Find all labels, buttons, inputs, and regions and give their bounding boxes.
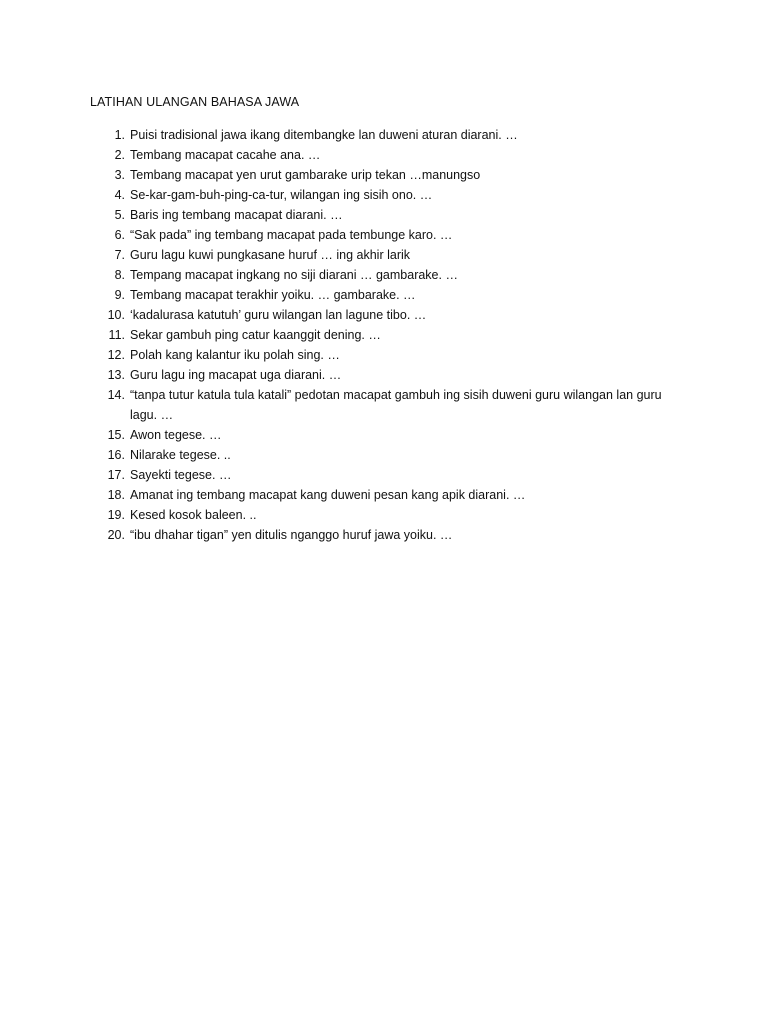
question-number: 8.: [114, 268, 125, 282]
question-text: Tempang macapat ingkang no siji diarani … gambarake. …: [130, 268, 458, 282]
question-item-15: [90, 425, 680, 445]
question-number: 17.: [107, 468, 125, 482]
question-item-8: [90, 265, 680, 285]
page-title: LATIHAN ULANGAN BAHASA JAWA: [90, 95, 300, 109]
question-text: “Sak pada” ing tembang macapat pada tembunge karo. …: [130, 228, 453, 242]
question-text: Sayekti tegese. …: [130, 468, 232, 482]
question-text: Tembang macapat cacahe ana. …: [130, 148, 321, 162]
question-item-19: [90, 505, 680, 525]
question-number: 5.: [114, 208, 125, 222]
question-item-14: [90, 385, 680, 425]
question-number: 13.: [107, 368, 125, 382]
question-item-5: [90, 205, 680, 225]
question-text: Tembang macapat yen urut gambarake urip tekan …manungso: [130, 168, 481, 182]
question-text: Nilarake tegese. ..: [130, 448, 231, 462]
question-list: [90, 125, 680, 545]
question-text: Kesed kosok baleen. ..: [130, 508, 257, 522]
question-number: 16.: [107, 448, 125, 462]
question-text: “ibu dhahar tigan” yen ditulis nganggo huruf jawa yoiku. …: [130, 528, 453, 542]
question-text: Polah kang kalantur iku polah sing. …: [130, 348, 340, 362]
question-item-4: [90, 185, 680, 205]
question-number: 18.: [107, 488, 125, 502]
question-number: 19.: [107, 508, 125, 522]
question-item-3: [90, 165, 680, 185]
question-text: ‘kadalurasa katutuh’ guru wilangan lan lagune tibo. …: [130, 308, 427, 322]
question-number: 4.: [114, 188, 125, 202]
question-number: 2.: [114, 148, 125, 162]
question-number: 14.: [107, 388, 125, 402]
question-number: 1.: [114, 128, 125, 142]
question-number: 12.: [107, 348, 125, 362]
question-item-20: [90, 525, 680, 545]
question-text: Baris ing tembang macapat diarani. …: [130, 208, 343, 222]
question-text: Puisi tradisional jawa ikang ditembangke lan duweni aturan diarani. …: [130, 128, 518, 142]
question-item-12: [90, 345, 680, 365]
question-text: “tanpa tutur katula tula katali” pedotan macapat gambuh ing sisih duweni guru wilangan lan guru lagu. …: [130, 388, 662, 422]
question-number: 3.: [114, 168, 125, 182]
question-text: Guru lagu ing macapat uga diarani. …: [130, 368, 342, 382]
question-number: 15.: [107, 428, 125, 442]
question-number: 9.: [114, 288, 125, 302]
question-number: 10.: [107, 308, 125, 322]
question-item-13: [90, 365, 680, 385]
question-item-2: [90, 145, 680, 165]
question-text: Guru lagu kuwi pungkasane huruf … ing akhir larik: [130, 248, 411, 262]
question-number: 11.: [108, 328, 125, 342]
question-number: 20.: [107, 528, 125, 542]
question-item-10: [90, 305, 680, 325]
question-item-6: [90, 225, 680, 245]
question-text: Sekar gambuh ping catur kaanggit dening. …: [130, 328, 381, 342]
question-item-1: [90, 125, 680, 145]
question-item-16: [90, 445, 680, 465]
question-text: Tembang macapat terakhir yoiku. … gambarake. …: [130, 288, 416, 302]
question-item-17: [90, 465, 680, 485]
question-number: 6.: [114, 228, 125, 242]
question-text: Awon tegese. …: [130, 428, 222, 442]
question-item-18: [90, 485, 680, 505]
question-item-7: [90, 245, 680, 265]
question-text: Amanat ing tembang macapat kang duweni pesan kang apik diarani. …: [130, 488, 526, 502]
question-text: Se-kar-gam-buh-ping-ca-tur, wilangan ing sisih ono. …: [130, 188, 433, 202]
question-item-9: [90, 285, 680, 305]
question-number: 7.: [114, 248, 125, 262]
question-item-11: [90, 325, 680, 345]
